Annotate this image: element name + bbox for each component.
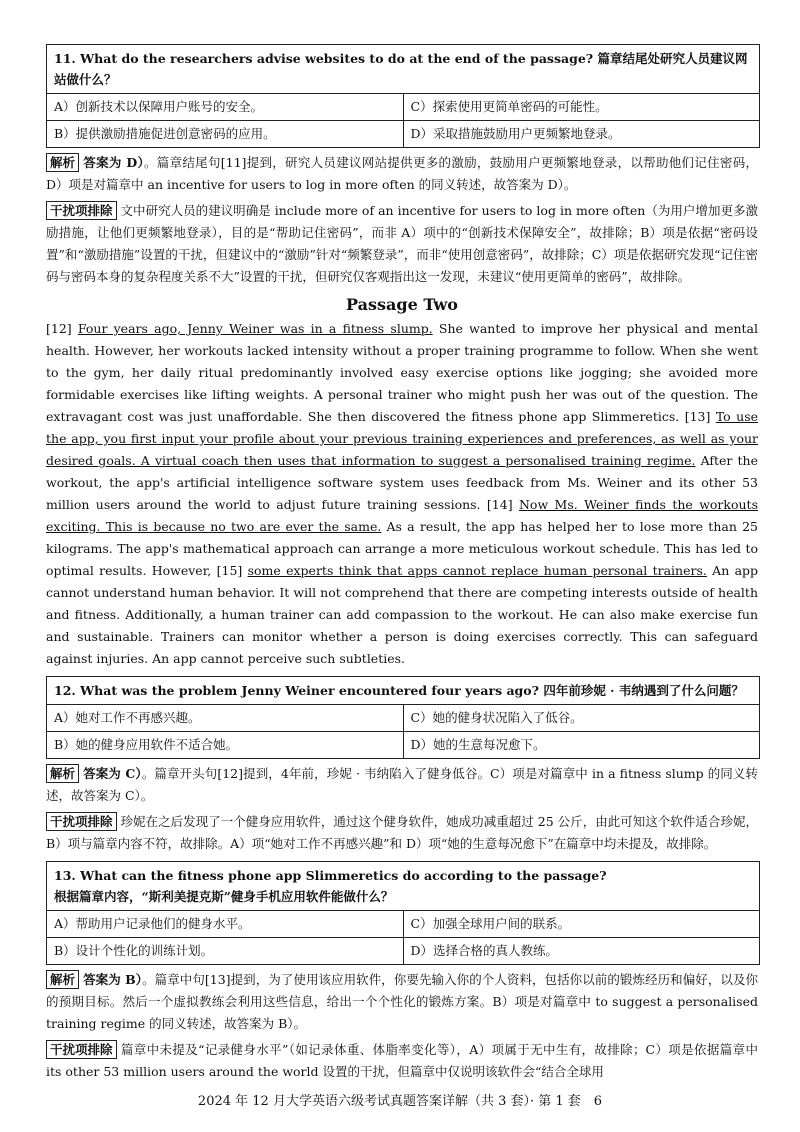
options-row xyxy=(47,94,759,121)
marker-15: [15] xyxy=(216,563,243,578)
passage-text: She wanted to improve her physical and mental health. However, her workouts lacked intensity without a proper training programme to follow. When she went to the gym, her daily ritual predominantly involved easy exercise options like jogging; she avoided more formidable exercises like lifting weights. A personal trainer who might push her was out of the question. The extravagant cost was just unaffordable. She then discovered the fitness phone app Slimmeretics. xyxy=(46,321,758,424)
analysis-text: 。篇章结尾句[11]提到，研究人员建议网站提供更多的激励，鼓励用户更频繁地登录，以帮助他们记住密码，D）项是对篇章中 an incentive for users to log in more often 的同义转述，故答案为 D）。 xyxy=(46,155,758,192)
question-13-english: 13. What can the fitness phone app Slimmeretics do according to the passage? xyxy=(54,868,607,883)
marker-13: [13] xyxy=(684,409,711,424)
option-b: B）设计个性化的训练计划。 xyxy=(54,943,214,958)
option-b: B）她的健身应用软件不适合她。 xyxy=(54,737,239,752)
distractor-text: 文中研究人员的建议明确是 include more of an incentive for users to log in more often（为用户增加更多激励措施，让他们更频繁地登录），目的是“帮助记住密码”，而非 A）项中的“创新技术保障安全”，故排除；B）项是依据“密码设置”和“激励措施”设置的干扰，但建议中的“激励”针对“频繁登录”，而非“使用创意密码”，故排除；C）项是依据研究发现“记住密码与密码本身的复杂程度关系不大”设置的干扰，但研究仅客观指出这一发现，未建议“使用更简单的密码”，故排除。 xyxy=(46,203,758,284)
option-a: A）帮助用户记录他们的健身水平。 xyxy=(54,916,251,931)
analysis-11 xyxy=(46,152,758,196)
answer: 答案为 D） xyxy=(83,155,144,170)
sentence-12: Four years ago, Jenny Weiner was in a fitness slump. xyxy=(77,321,433,336)
distractor-12 xyxy=(46,811,758,855)
option-c: C）探索使用更简单密码的可能性。 xyxy=(403,94,760,120)
question-11-box xyxy=(46,44,760,148)
analysis-text: 。篇章中句[13]提到，为了使用该应用软件，你要先输入你的个人资料，包括你以前的锻炼经历和偏好，以及你的预期目标。然后一个虚拟教练会利用这些信息，给出一个个性化的锻炼方案。B）项是对篇章中 to suggest a personalised training regime 的同义转述，故答案为 B）。 xyxy=(46,972,758,1031)
distractor-13 xyxy=(46,1039,758,1083)
passage-text: An app cannot understand human behavior. It will not comprehend that there are competing interests outside of health and fitness. Additionally, a human trainer can add compassion to the workout. He can also make exercise fun and sustainable. Trainers can monitor whether a person is doing exercises correctly. This can safeguard against injuries. An app cannot perceive such subtleties. xyxy=(46,563,759,666)
analysis-tag: 解析 xyxy=(46,970,79,989)
marker-14: [14] xyxy=(486,497,513,512)
options-row xyxy=(47,732,759,758)
option-d: D）选择合格的真人教练。 xyxy=(403,938,760,964)
question-12-box xyxy=(46,676,760,759)
analysis-13 xyxy=(46,969,758,1035)
question-13-chinese: 根据篇章内容，“斯利美提克斯”健身手机应用软件能做什么？ xyxy=(54,889,394,904)
page-footer: 2024 年 12 月大学英语六级考试真题答案详解（共 3 套）· 第 1 套 6 xyxy=(197,1094,603,1109)
answer: 答案为 C） xyxy=(83,766,142,781)
sentence-15: some experts think that apps cannot replace human personal trainers. xyxy=(247,563,707,578)
distractor-tag: 干扰项排除 xyxy=(46,812,117,831)
distractor-text: 珍妮在之后发现了一个健身应用软件，通过这个健身软件，她成功减重超过 25 公斤，由此可知这个软件适合珍妮，B）项与篇章内容不符，故排除。A）项“她对工作不再感兴趣”和 D）项“她的生意每况愈下”在篇章中均未提及，故排除。 xyxy=(46,814,758,851)
question-13-box xyxy=(46,861,760,965)
option-a: A）创新技术以保障用户账号的安全。 xyxy=(54,99,264,114)
sentence-14: Now Ms. Weiner finds the workouts exciting. This is because no two are ever the same. xyxy=(46,497,758,534)
option-c: C）加强全球用户间的联系。 xyxy=(403,911,760,937)
option-b: B）提供激励措施促进创意密码的应用。 xyxy=(54,126,276,141)
passage-text: After the workout, the app's artificial intelligence software system uses feedback from Ms. Weiner and its other 53 million users around the world to adjust future training sessions. xyxy=(46,453,758,512)
passage-body xyxy=(46,318,758,670)
question-11-text: 11. What do the researchers advise websites to do at the end of the passage? 篇章结尾处研究人员建议网站做什么？ xyxy=(47,45,759,94)
option-d: D）采取措施鼓励用户更频繁地登录。 xyxy=(403,121,760,147)
options-row xyxy=(47,911,759,938)
analysis-tag: 解析 xyxy=(46,764,79,783)
options-row xyxy=(47,938,759,964)
analysis-12 xyxy=(46,763,758,807)
distractor-text: 篇章中未提及“记录健身水平”（如记录体重、体脂率变化等），A）项属于无中生有，故排除；C）项是依据篇章中 its other 53 million users around the world 设置的干扰，但篇章中仅说明该软件会“结合全球用 xyxy=(46,1042,758,1079)
passage-text: As a result, the app has helped her to lose more than 25 kilograms. The app's mathematical approach can arrange a more meticulous workout schedule. This has led to optimal results. However, xyxy=(46,519,758,578)
distractor-tag: 干扰项排除 xyxy=(46,1040,117,1059)
option-a: A）她对工作不再感兴趣。 xyxy=(54,710,201,725)
options-row xyxy=(47,121,759,147)
analysis-tag: 解析 xyxy=(46,153,79,172)
marker-12: [12] xyxy=(46,321,72,336)
passage-paragraph xyxy=(46,318,758,670)
passage-title: Passage Two xyxy=(346,295,458,314)
option-c: C）她的健身状况陷入了低谷。 xyxy=(403,705,760,731)
question-13-text xyxy=(47,862,759,911)
page-content xyxy=(46,44,758,1083)
options-row xyxy=(47,705,759,732)
question-12-text: 12. What was the problem Jenny Weiner encountered four years ago? 四年前珍妮 · 韦纳遇到了什么问题？ xyxy=(47,677,759,705)
analysis-text: 。篇章开头句[12]提到，4年前，珍妮 · 韦纳陷入了健身低谷。C）项是对篇章中 in a fitness slump 的同义转述，故答案为 C）。 xyxy=(46,766,759,803)
option-d: D）她的生意每况愈下。 xyxy=(403,732,760,758)
distractor-tag: 干扰项排除 xyxy=(46,201,117,220)
distractor-11 xyxy=(46,200,758,288)
answer: 答案为 B） xyxy=(83,972,143,987)
sentence-13: To use the app, you first input your profile about your previous training experiences and preferences, as well as your desired goals. A virtual coach then uses that information to suggest a personalised training regime. xyxy=(46,409,759,468)
